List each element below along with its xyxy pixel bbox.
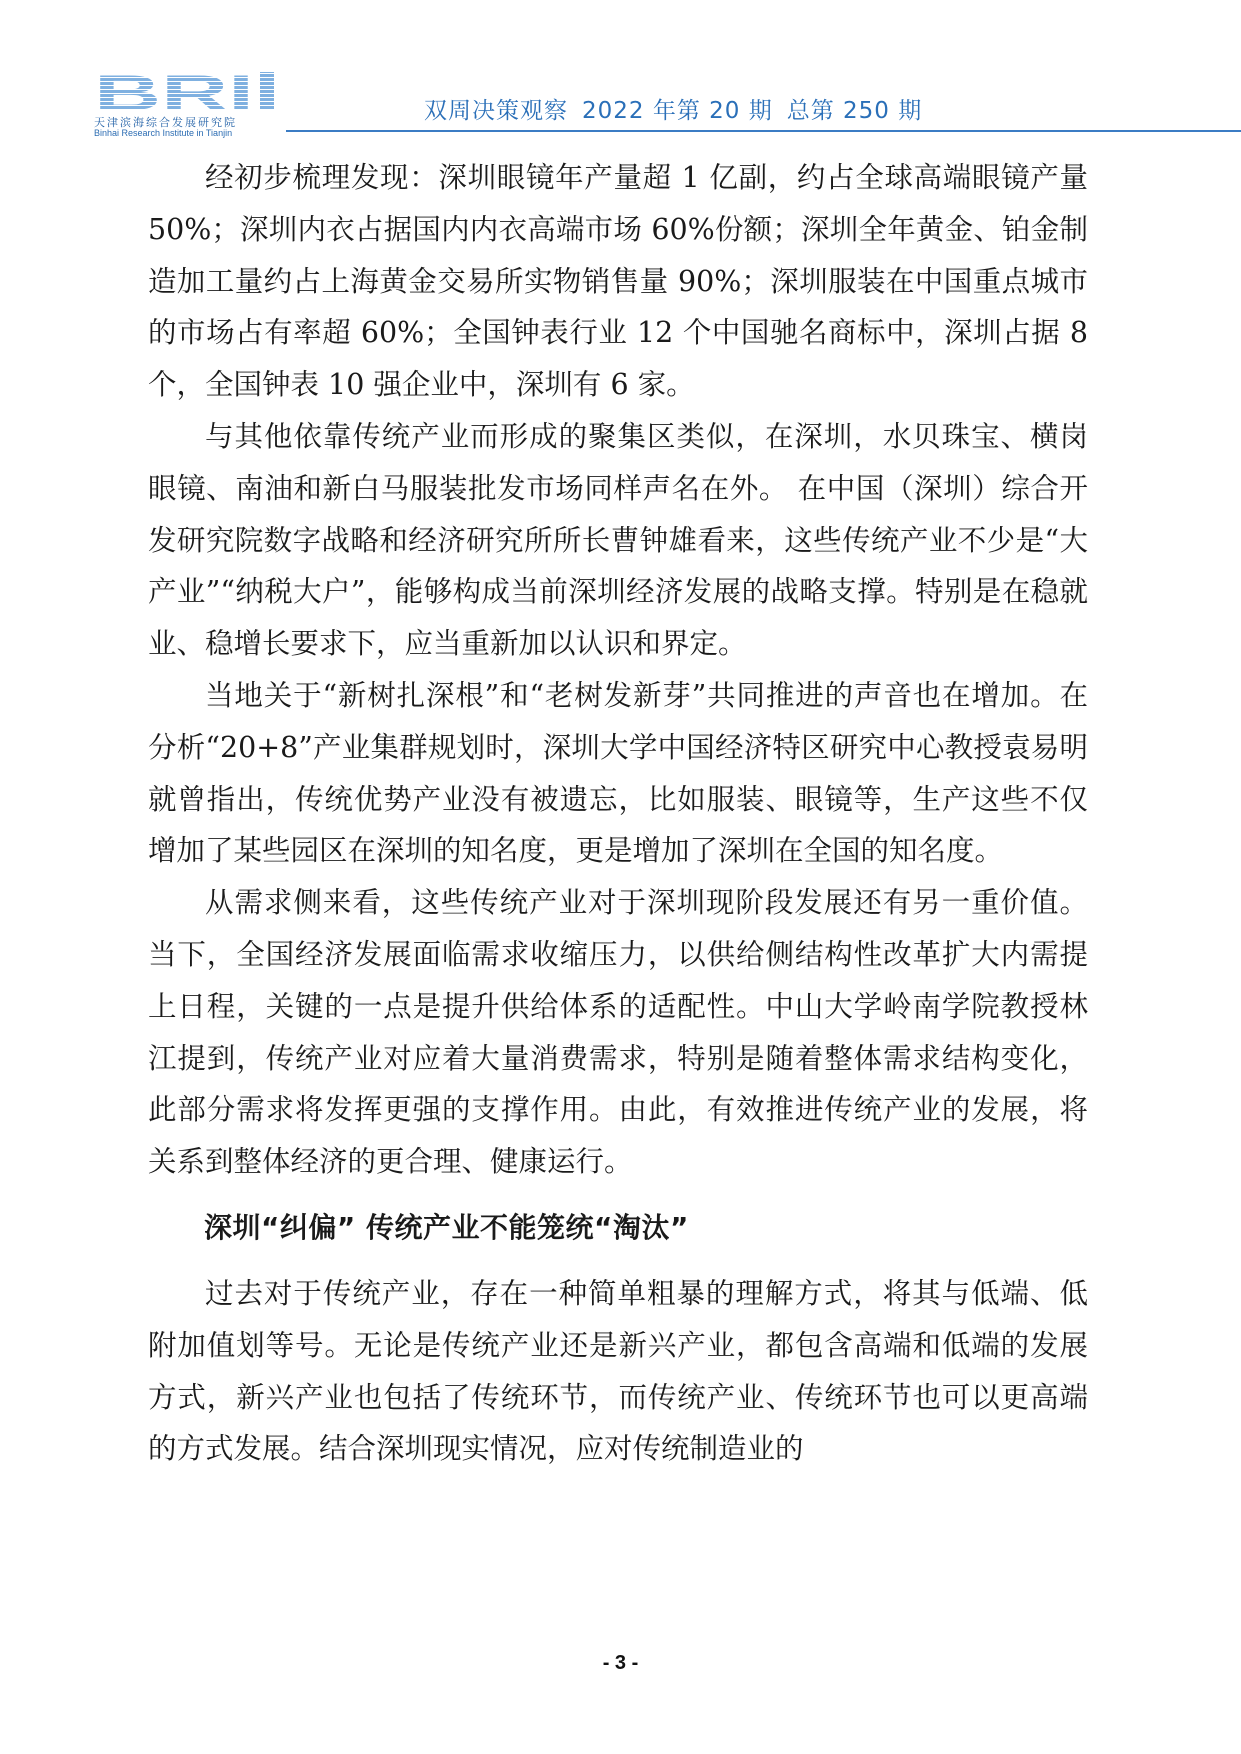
article-body (148, 152, 1088, 1475)
logo-english-name: Binhai Research Institute in Tianjin (94, 128, 233, 138)
year-issue: 2022 年第 20 期 (582, 98, 773, 124)
paragraph: 过去对于传统产业，存在一种简单粗暴的理解方式，将其与低端、低附加值划等号。无论是传统产业还是新兴产业，都包含高端和低端的发展方式，新兴产业也包括了传统环节，而传统产业、传统环节也可以更高端的方式发展。结合深圳现实情况，应对传统制造业的 (148, 1276, 1088, 1466)
bri-logo (94, 70, 284, 140)
logo-chinese-name: 天津滨海综合发展研究院 (94, 116, 237, 129)
paragraph: 从需求侧来看，这些传统产业对于深圳现阶段发展还有另一重价值。当下，全国经济发展面临需求收缩压力，以供给侧结构性改革扩大内需提上日程，关键的一点是提升供给体系的适配性。中山大学岭南学院教授林江提到，传统产业对应着大量消费需求，特别是随着整体需求结构变化，此部分需求将发挥更强的支撑作用。由此，有效推进传统产业的发展，将关系到整体经济的更合理、健康运行。 (148, 886, 1088, 1179)
header-divider (286, 130, 1241, 132)
bri-logo-mark (94, 70, 284, 114)
section-heading: 深圳“纠偏” 传统产业不能笼统“淘汰” (204, 1210, 689, 1244)
publication-name: 双周决策观察 (424, 98, 568, 124)
paragraph: 当地关于“新树扎深根”和“老树发新芽”共同推进的声音也在增加。在分析“20+8”产业集群规划时，深圳大学中国经济特区研究中心教授袁易明就曾指出，传统优势产业没有被遗忘，比如服装、眼镜等，生产这些不仅增加了某些园区在深圳的知名度，更是增加了深圳在全国的知名度。 (148, 678, 1088, 868)
page-number: - 3 - (602, 1652, 639, 1674)
total-issue: 总第 250 期 (786, 98, 923, 124)
issue-title (424, 92, 936, 125)
paragraph: 与其他依靠传统产业而形成的聚集区类似，在深圳，水贝珠宝、横岗眼镜、南油和新白马服装批发市场同样声名在外。 在中国（深圳）综合开发研究院数字战略和经济研究所所长曹钟雄看来，这些传统产业不少是“大产业”“纳税大户”，能够构成当前深圳经济发展的战略支撑。特别是在稳就业、稳增长要求下，应当重新加以认识和界定。 (148, 419, 1088, 661)
paragraph: 经初步梳理发现：深圳眼镜年产量超 1 亿副，约占全球高端眼镜产量 50%；深圳内衣占据国内内衣高端市场 60%份额；深圳全年黄金、铂金制造加工量约占上海黄金交易所实物销售量 90%；深圳服装在中国重点城市的市场占有率超 60%；全国钟表行业 12 个中国驰名商标中，深圳占据 8 个，全国钟表 10 强企业中，深圳有 6 家。 (148, 161, 1088, 402)
bri-logo-text: BRI (94, 70, 254, 114)
page-header (0, 0, 1241, 140)
